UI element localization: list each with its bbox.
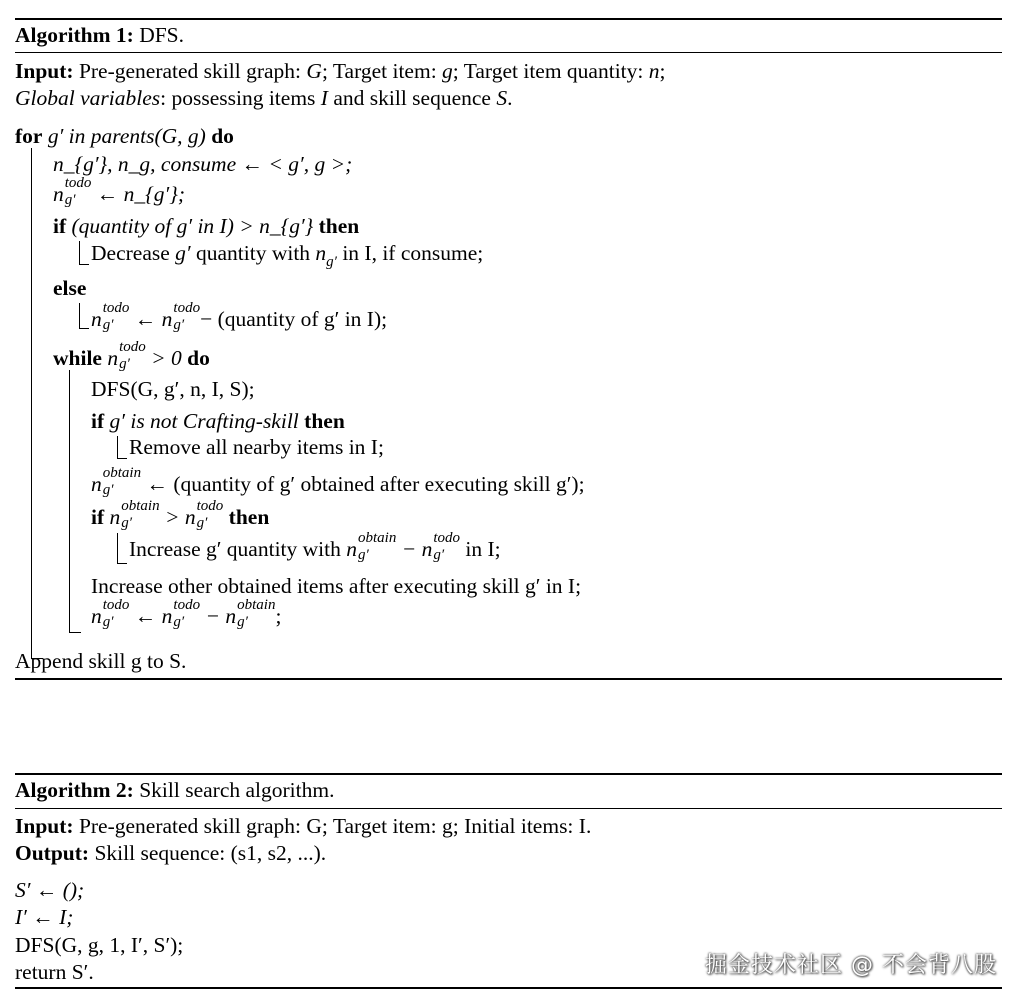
increase-line: Increase g′ quantity with n obtain g′ − n todo g′ in I; [129,530,501,564]
dfs-recursive-call: DFS(G, g′, n, I, S); [91,377,255,401]
input-line: Input: Pre-generated skill graph: G; Target item: g; Initial items: I. [15,814,592,838]
output-line: Output: Skill sequence: (s1, s2, ...). [15,841,327,865]
bottom-rule [15,678,1002,680]
if-crafting-end [117,458,127,459]
init-items-line: I′ ← I; [15,905,74,929]
if-crafting-line: if g′ is not Crafting-skill then [91,409,345,433]
if-obtain-bar [117,533,118,563]
obtain-line: n obtain g′ ← (quantity of g′ obtained after executing skill g′); [91,465,585,499]
top-rule [15,18,1002,20]
return-line: return S′. [15,960,94,984]
while-line: while n todo g′ > 0 do [53,339,210,373]
while-block-end [69,632,81,633]
remove-line: Remove all nearby items in I; [129,435,384,459]
if-obtain-end [117,563,127,564]
decrease-line: Decrease g′ quantity with $n_{g'}$ in I, if consume; [91,241,484,270]
caption-rule [15,52,1002,53]
else-line: else [53,276,87,300]
if-block-bar [79,241,80,264]
caption-rule [15,808,1002,809]
if-obtain-line: if n obtain g′ > n todo g′ then [91,498,270,532]
increase-other-line: Increase other obtained items after executing skill g′ in I; [91,574,582,598]
input-line: Input: Pre-generated skill graph: G; Target item: g; Target item quantity: n; [15,59,666,83]
bottom-rule [15,987,1002,989]
top-rule [15,773,1002,775]
if-crafting-bar [117,436,118,458]
assign-line-2: n todo g′ ← n_{g′}; [53,175,185,209]
assign-line-1: n_{g′}, n_g, consume ← < g′, g >; [53,152,353,176]
append-line: Append skill g to S. [15,649,187,673]
watermark: 掘金技术社区 @ 不会背八股 [705,953,997,978]
algorithm-1-caption: Algorithm 1: DFS. [15,23,185,47]
init-sequence-line: S′ ← (); [15,878,85,902]
todo-update-line: n todo g′ ← n todo g′ − n obtain g′ ; [91,597,282,631]
global-variables-line: Global variables: possessing items I and skill sequence S. [15,86,513,110]
for-block-bar [31,148,32,658]
algorithm-1 [15,18,1002,682]
if-block-end [79,264,89,265]
else-block-end [79,328,89,329]
dfs-call-line: DFS(G, g, 1, I′, S′); [15,933,184,957]
if-quantity-line: if (quantity of g′ in I) > n_{g′} then [53,214,360,238]
else-block-bar [79,303,80,328]
algorithm-2-caption: Algorithm 2: Skill search algorithm. [15,778,335,802]
for-line: for g′ in parents(G, g) do [15,124,234,148]
while-block-bar [69,370,70,632]
else-assign-line: n todo g′ ← n todo g′ − (quantity of g′ in I); [91,300,388,334]
